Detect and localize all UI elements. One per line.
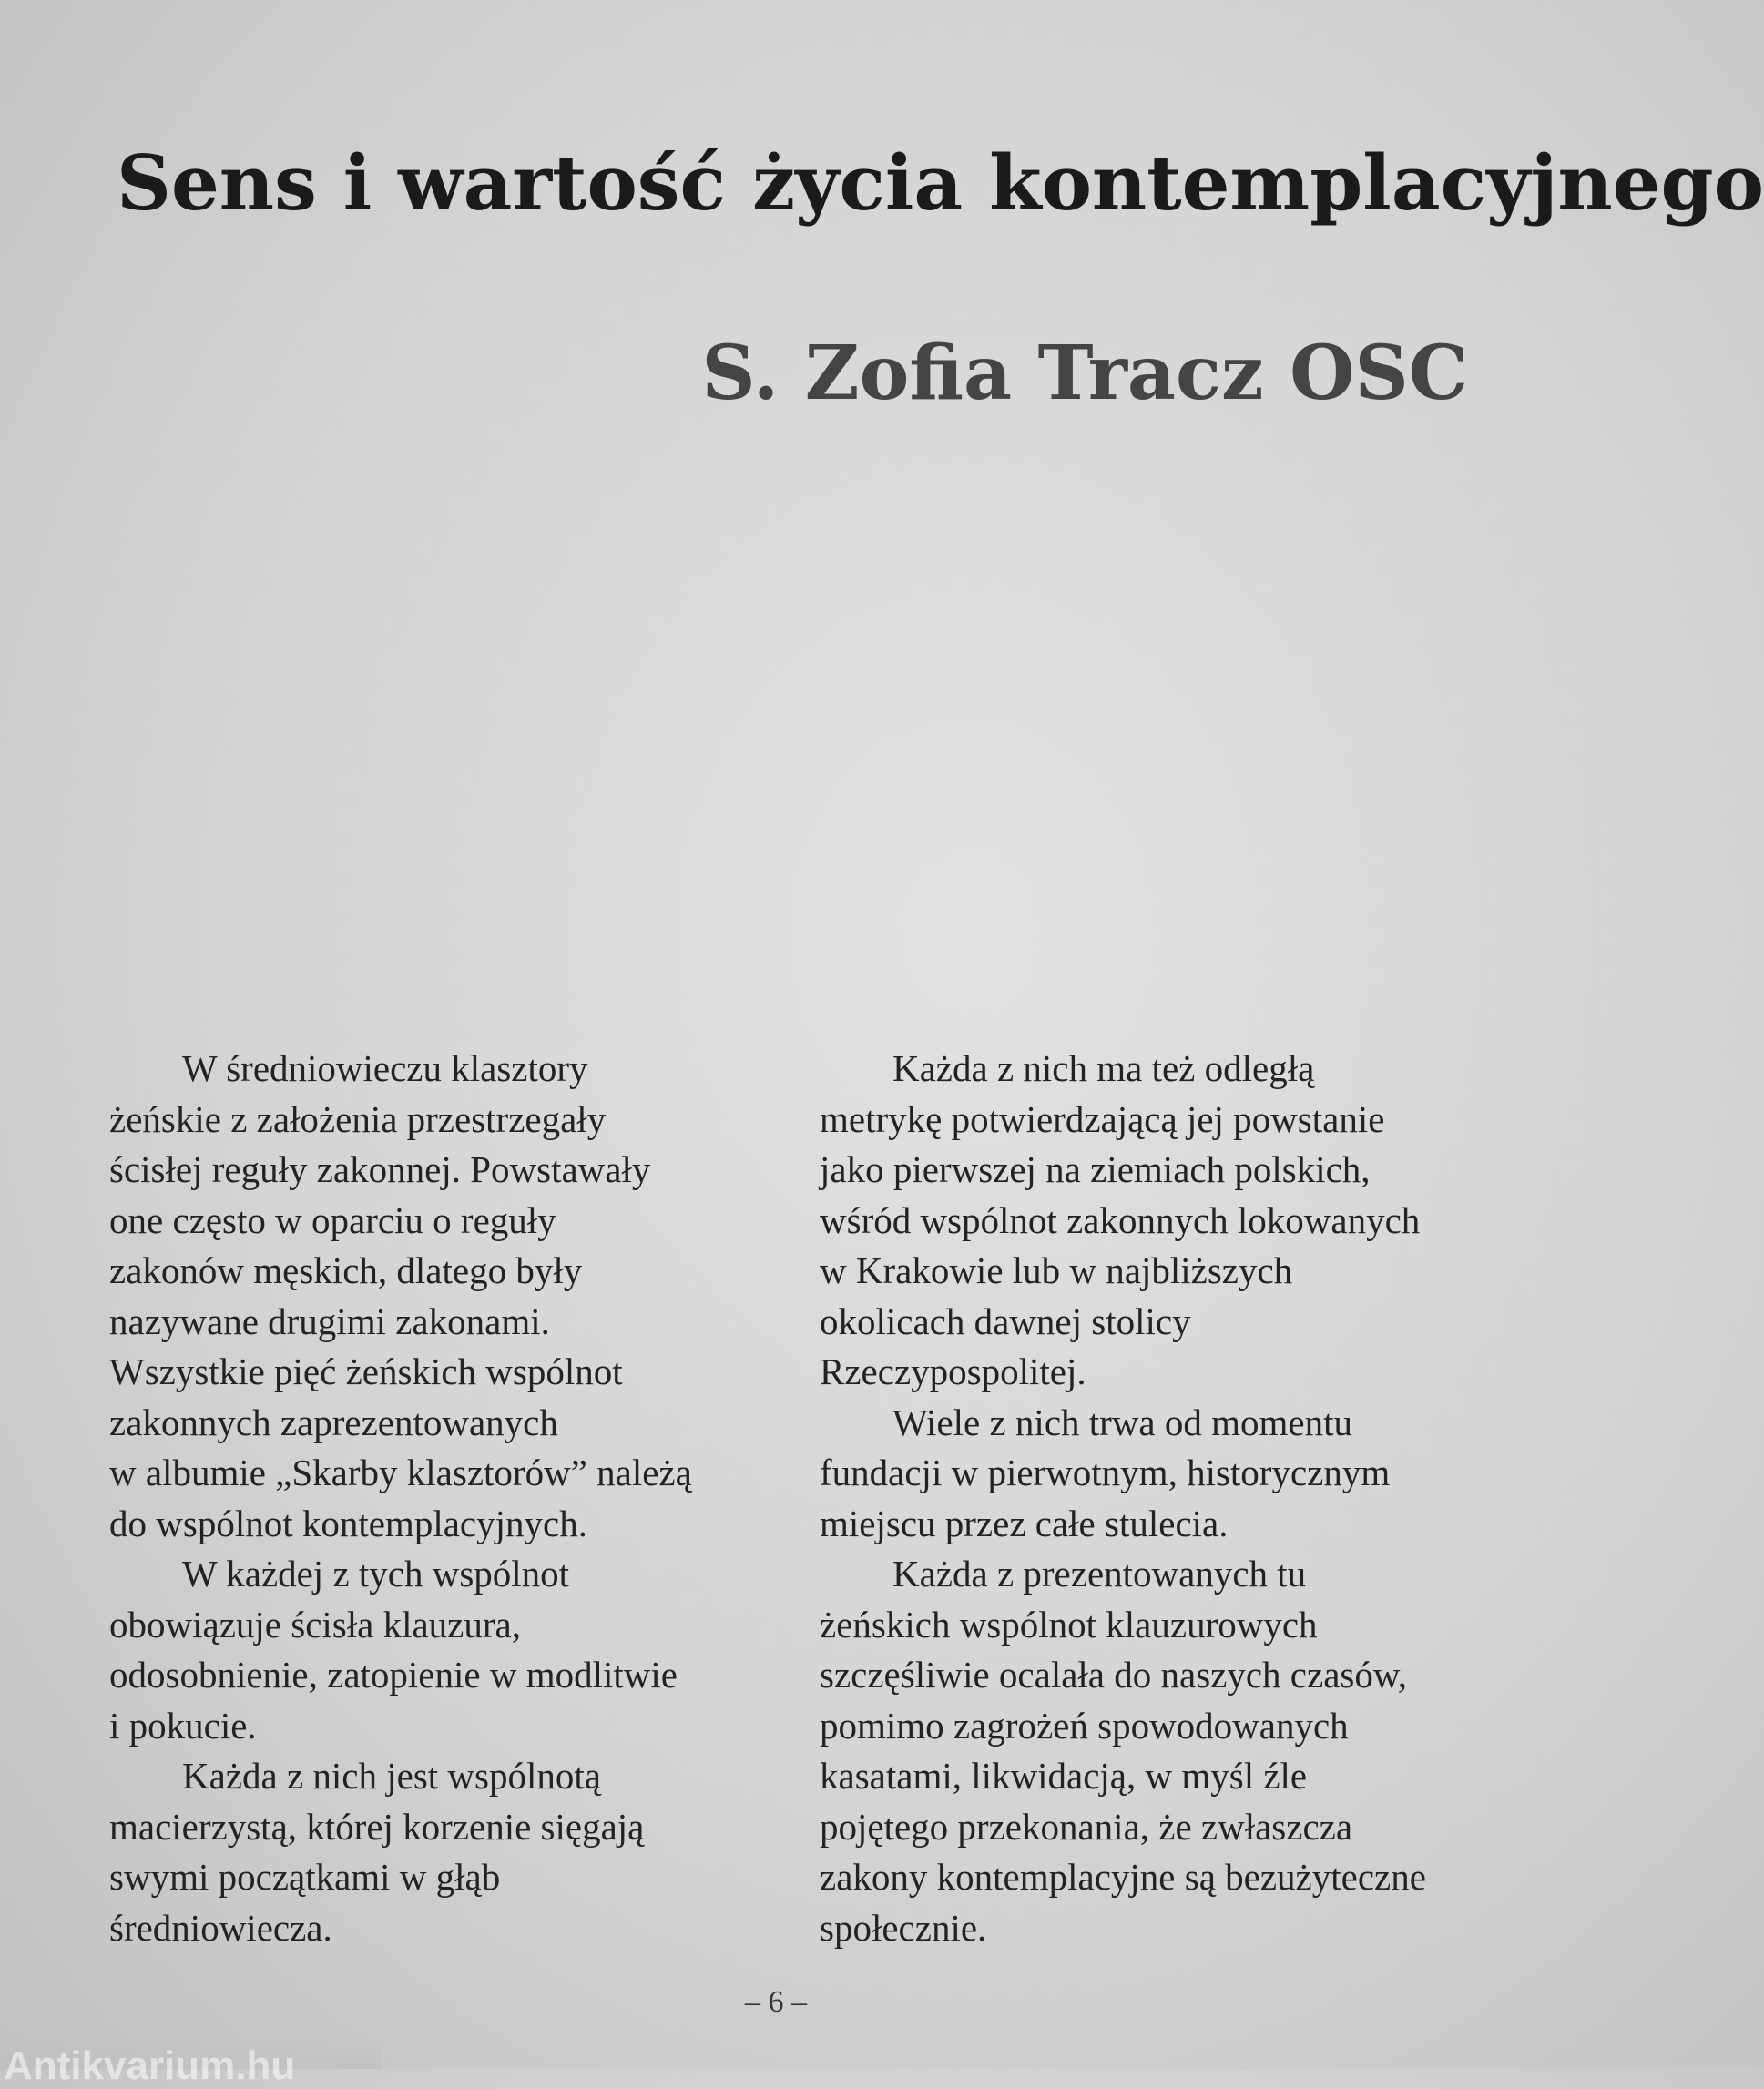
right-text-column	[820, 1044, 1475, 1953]
text-line: szczęśliwie ocalała do naszych czasów,	[820, 1654, 1408, 1696]
text-line: Rzeczypospolitej.	[820, 1350, 1086, 1392]
text-line: macierzystą, której korzenie sięgają	[109, 1805, 645, 1848]
left-text-column	[109, 1044, 765, 1953]
watermark-text: Antikvarium.hu	[4, 2043, 296, 2088]
text-line: zakony kontemplacyjne są bezużyteczne	[820, 1856, 1426, 1898]
text-line: Wszystkie pięć żeńskich wspólnot	[109, 1350, 623, 1392]
text-line: w Krakowie lub w najbliższych	[820, 1249, 1293, 1291]
text-line: zakonów męskich, dlatego były	[109, 1249, 583, 1291]
text-line: fundacji w pierwotnym, historycznym	[820, 1452, 1391, 1493]
text-line: odosobnienie, zatopienie w modlitwie	[109, 1654, 678, 1696]
text-line: W każdej z tych wspólnot	[182, 1553, 570, 1595]
author-name: S. Zofia Tracz OSC	[701, 330, 1468, 417]
page-number: – 6 –	[745, 1985, 807, 2019]
text-line: swymi początkami w głąb	[109, 1856, 501, 1898]
text-line: i pokucie.	[109, 1704, 257, 1747]
text-line: one często w oparciu o reguły	[109, 1198, 556, 1241]
text-line: w albumie „Skarby klasztorów” należą	[109, 1452, 692, 1493]
text-line: Każda z nich jest wspólnotą	[182, 1755, 601, 1797]
text-line: Każda z nich ma też odległą	[892, 1047, 1315, 1089]
text-line: ścisłej reguły zakonnej. Powstawały	[109, 1148, 651, 1190]
text-line: średniowiecza.	[109, 1906, 332, 1949]
text-line: wśród wspólnot zakonnych lokowanych	[820, 1198, 1421, 1241]
text-line: kasatami, likwidacją, w myśl źle	[820, 1755, 1308, 1797]
text-line: okolicach dawnej stolicy	[820, 1299, 1191, 1342]
text-line: Wiele z nich trwa od momentu	[892, 1401, 1352, 1443]
text-line: miejscu przez całe stulecia.	[820, 1502, 1229, 1544]
text-line: zakonnych zaprezentowanych	[109, 1401, 558, 1443]
text-line: żeńskich wspólnot klauzurowych	[820, 1603, 1318, 1646]
text-line: Każda z prezentowanych tu	[892, 1553, 1307, 1595]
text-line: do wspólnot kontemplacyjnych.	[109, 1502, 587, 1544]
text-line: obowiązuje ścisła klauzura,	[109, 1603, 521, 1646]
text-line: metrykę potwierdzającą jej powstanie	[820, 1097, 1385, 1140]
text-line: jako pierwszej na ziemiach polskich,	[820, 1148, 1371, 1190]
page-title: Sens i wartość życia kontemplacyjnego	[117, 138, 1764, 228]
text-line: pomimo zagrożeń spowodowanych	[820, 1704, 1349, 1747]
text-line: żeńskie z założenia przestrzegały	[109, 1097, 607, 1140]
watermark	[0, 2036, 382, 2088]
text-line: nazywane drugimi zakonami.	[109, 1299, 550, 1342]
text-line: W średniowieczu klasztory	[182, 1047, 588, 1089]
text-line: pojętego przekonania, że zwłaszcza	[820, 1805, 1353, 1848]
text-line: społecznie.	[820, 1906, 987, 1949]
